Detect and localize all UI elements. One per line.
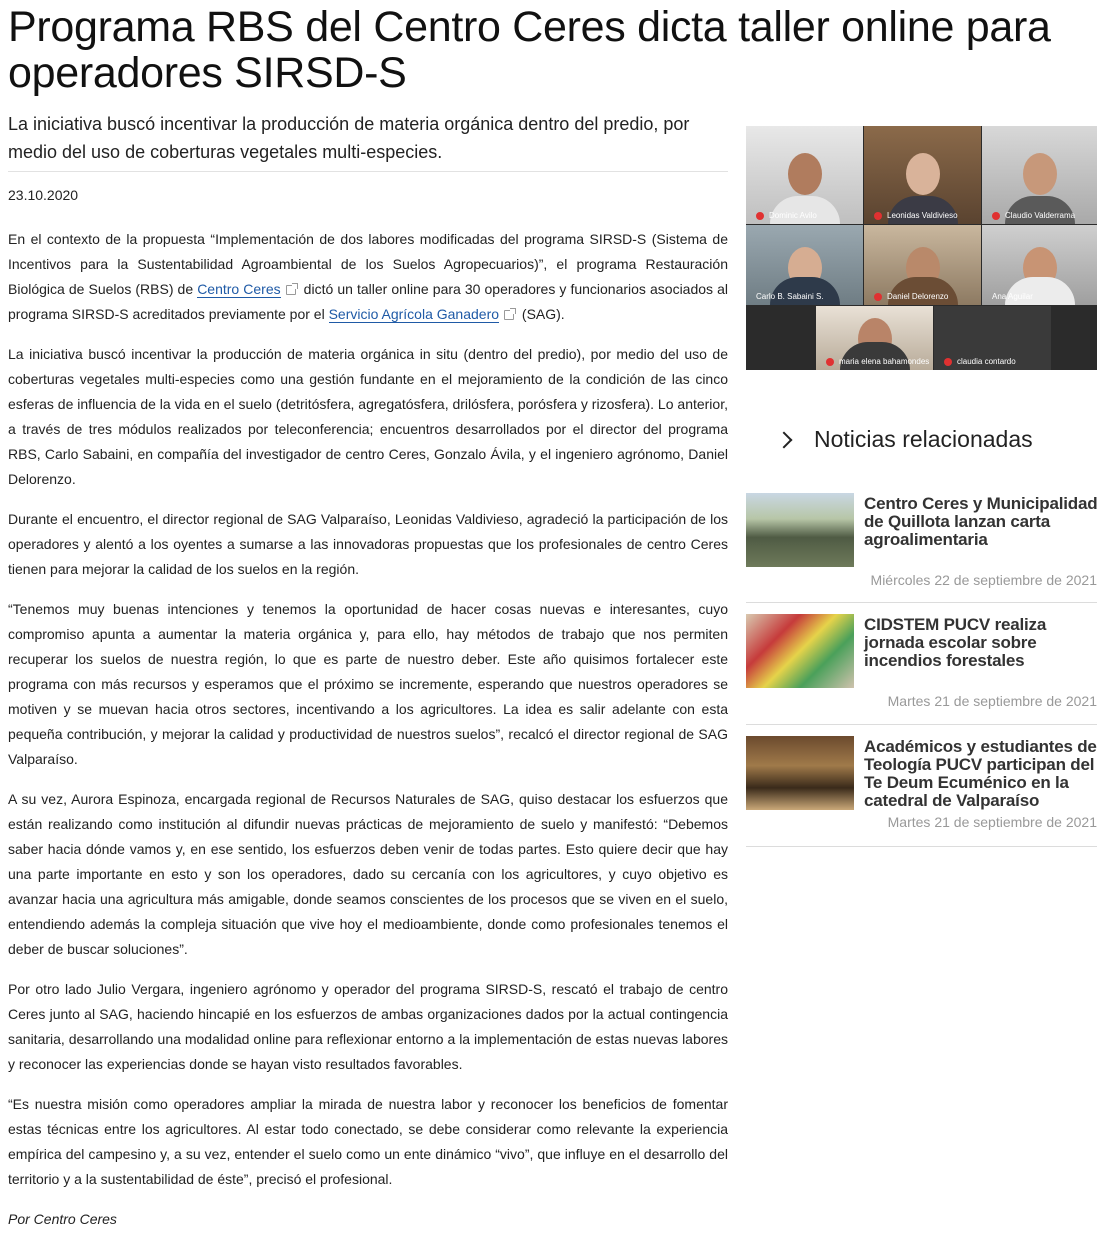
- news-thumbnail[interactable]: [746, 493, 854, 567]
- sag-link[interactable]: Servicio Agrícola Ganadero: [328, 306, 500, 322]
- participant-tile: claudia contardo: [934, 306, 1051, 370]
- paragraph-6: Por otro lado Julio Vergara, ingeniero agrónomo y operador del programa SIRSD-S, rescató el trabajo de centro Ceres junto al SAG, haciendo hincapié en los esfuerzos de ambas organizaciones dados por la actual contingencia sanitaria, desarrollando una modalidad online para reflexionar entorno a la implementación de estas nuevas labores y reconocer las experiencias donde se hayan visto resultados favorables.: [8, 981, 728, 1072]
- news-date: Miércoles 22 de septiembre de 2021: [870, 572, 1097, 588]
- related-news-title: Noticias relacionadas: [814, 426, 1033, 452]
- participant-tile: Daniel Delorenzo: [864, 225, 981, 305]
- article-signature: Por Centro Ceres: [8, 1211, 117, 1227]
- article-date: 23.10.2020: [8, 187, 79, 203]
- related-news-header: [778, 426, 1033, 453]
- paragraph-7: “Es nuestra misión como operadores ampliar la mirada de nuestra labor y reconocer los beneficios de fomentar estas técnicas entre los agricultores. Al estar todo conectado, se debe considerar como relevante la experiencia empírica del campesino y, a su vez, entender el suelo como un ente dinámico “vivo”, que influye en el desarrollo del territorio y a la sustentabilidad de éste”, precisó el profesional.: [8, 1096, 728, 1187]
- related-news-item[interactable]: [746, 614, 1097, 725]
- news-headline[interactable]: Académicos y estudiantes de Teología PUCV participan del Te Deum Ecuménico en la catedral de Valparaíso: [864, 737, 1097, 810]
- participant-tile: Leonidas Valdivieso: [864, 126, 981, 224]
- news-thumbnail[interactable]: [746, 614, 854, 688]
- participant-tile: Claudio Valderrama: [982, 126, 1097, 224]
- participant-tile: Ana Aguilar: [982, 225, 1097, 305]
- mic-off-icon: [992, 212, 1000, 220]
- related-news-item[interactable]: [746, 736, 1097, 847]
- article-lead: La iniciativa buscó incentivar la producción de materia orgánica dentro del predio, por medio del uso de coberturas vegetales multi-especies.: [8, 114, 690, 162]
- related-news-item[interactable]: [746, 493, 1097, 603]
- paragraph-5: A su vez, Aurora Espinoza, encargada regional de Recursos Naturales de SAG, quiso destacar los esfuerzos que están realizando como institución al difundir nuevas prácticas de mejoramiento de suelo y manifestó: “Debemos saber hacia dónde vamos y, en ese sentido, los esfuerzos deben venir de todas partes. Esto quiere decir que hay una parte importante en esto y son los operadores, dado su cercanía con los agricultores, y cuyo objetivo es avanzar hacia una agricultura más amigable, donde seamos conscientes de los procesos que se viven en el suelo, entendiendo además la compleja situación que vive hoy el medioambiente, donde como profesionales tenemos el deber de buscar soluciones”.: [8, 791, 728, 957]
- external-link-icon: [504, 310, 514, 320]
- mic-off-icon: [874, 293, 882, 301]
- divider: [8, 171, 728, 172]
- paragraph-4: “Tenemos muy buenas intenciones y tenemos la oportunidad de hacer cosas nuevas e interesantes, cuyo compromiso apunta a aumentar la materia orgánica y, para ello, hay métodos de trabajo que nos permiten recuperar los suelos de nuestra región, lo que es parte de nuestro deber. Este año quisimos fortalecer este programa con más recursos y esperamos que el próximo se incremente, esperando que nuestros operadores se motiven y se muevan hacia otros sectores, incentivando a los agricultores. La idea es salir adelante con esta pequeña contribución, y mejorar la calidad y productividad de nuestros suelos”, recalcó el director regional de SAG Valparaíso.: [8, 601, 728, 767]
- participant-tile: maria elena bahamondes: [816, 306, 933, 370]
- external-link-icon: [286, 285, 296, 295]
- news-date: Martes 21 de septiembre de 2021: [887, 814, 1097, 830]
- centro-ceres-link[interactable]: Centro Ceres: [197, 281, 281, 297]
- mic-off-icon: [874, 212, 882, 220]
- article-title: Programa RBS del Centro Ceres dicta taller online para operadores SIRSD-S: [8, 3, 1051, 97]
- participant-tile: Carlo B. Sabaini S.: [746, 225, 863, 305]
- mic-off-icon: [826, 358, 834, 366]
- news-headline[interactable]: CIDSTEM PUCV realiza jornada escolar sobre incendios forestales: [864, 615, 1047, 670]
- article-body: [8, 227, 728, 1232]
- news-thumbnail[interactable]: [746, 736, 854, 810]
- paragraph-1: En el contexto de la propuesta “Implementación de dos labores modificadas del programa SIRSD-S (Sistema de Incentivos para la Sustentabilidad Agroambiental de los Suelos Agropecuarios)”, el programa Restauración Biológica de Suelos (RBS) de Centro Ceres dictó un taller online para 30 operadores y funcionarios asociados al programa SIRSD-S acreditados previamente por el Servicio Agrícola Ganadero (SAG).: [8, 231, 728, 322]
- participant-tile: Dominic Avilo: [746, 126, 863, 224]
- paragraph-2: La iniciativa buscó incentivar la producción de materia orgánica in situ (dentro del predio), por medio del uso de coberturas vegetales multi-especies como una gestión fundante en el mejoramiento de la condición de las cinco esferas de influencia de la vida en el suelo (detritósfera, agregatósfera, drilósfera, porósfera y rizosfera). Lo anterior, a través de tres módulos realizados por teleconferencia; encuentros desarrollados por el director del programa RBS, Carlo Sabaini, en compañía del investigador de centro Ceres, Gonzalo Ávila, y el ingeniero agrónomo, Daniel Delorenzo.: [8, 346, 728, 487]
- mic-off-icon: [944, 358, 952, 366]
- mic-off-icon: [756, 212, 764, 220]
- video-conference-photo: [746, 126, 1097, 370]
- news-headline[interactable]: Centro Ceres y Municipalidad de Quillota lanzan carta agroalimentaria: [864, 494, 1098, 549]
- paragraph-3: Durante el encuentro, el director regional de SAG Valparaíso, Leonidas Valdivieso, agradeció la participación de los operadores y alentó a los oyentes a sumarse a las innovadoras propuestas que los profesionales de centro Ceres tienen para mejorar la calidad de los suelos en la región.: [8, 511, 728, 577]
- chevron-right-icon: [776, 431, 793, 448]
- news-date: Martes 21 de septiembre de 2021: [887, 693, 1097, 709]
